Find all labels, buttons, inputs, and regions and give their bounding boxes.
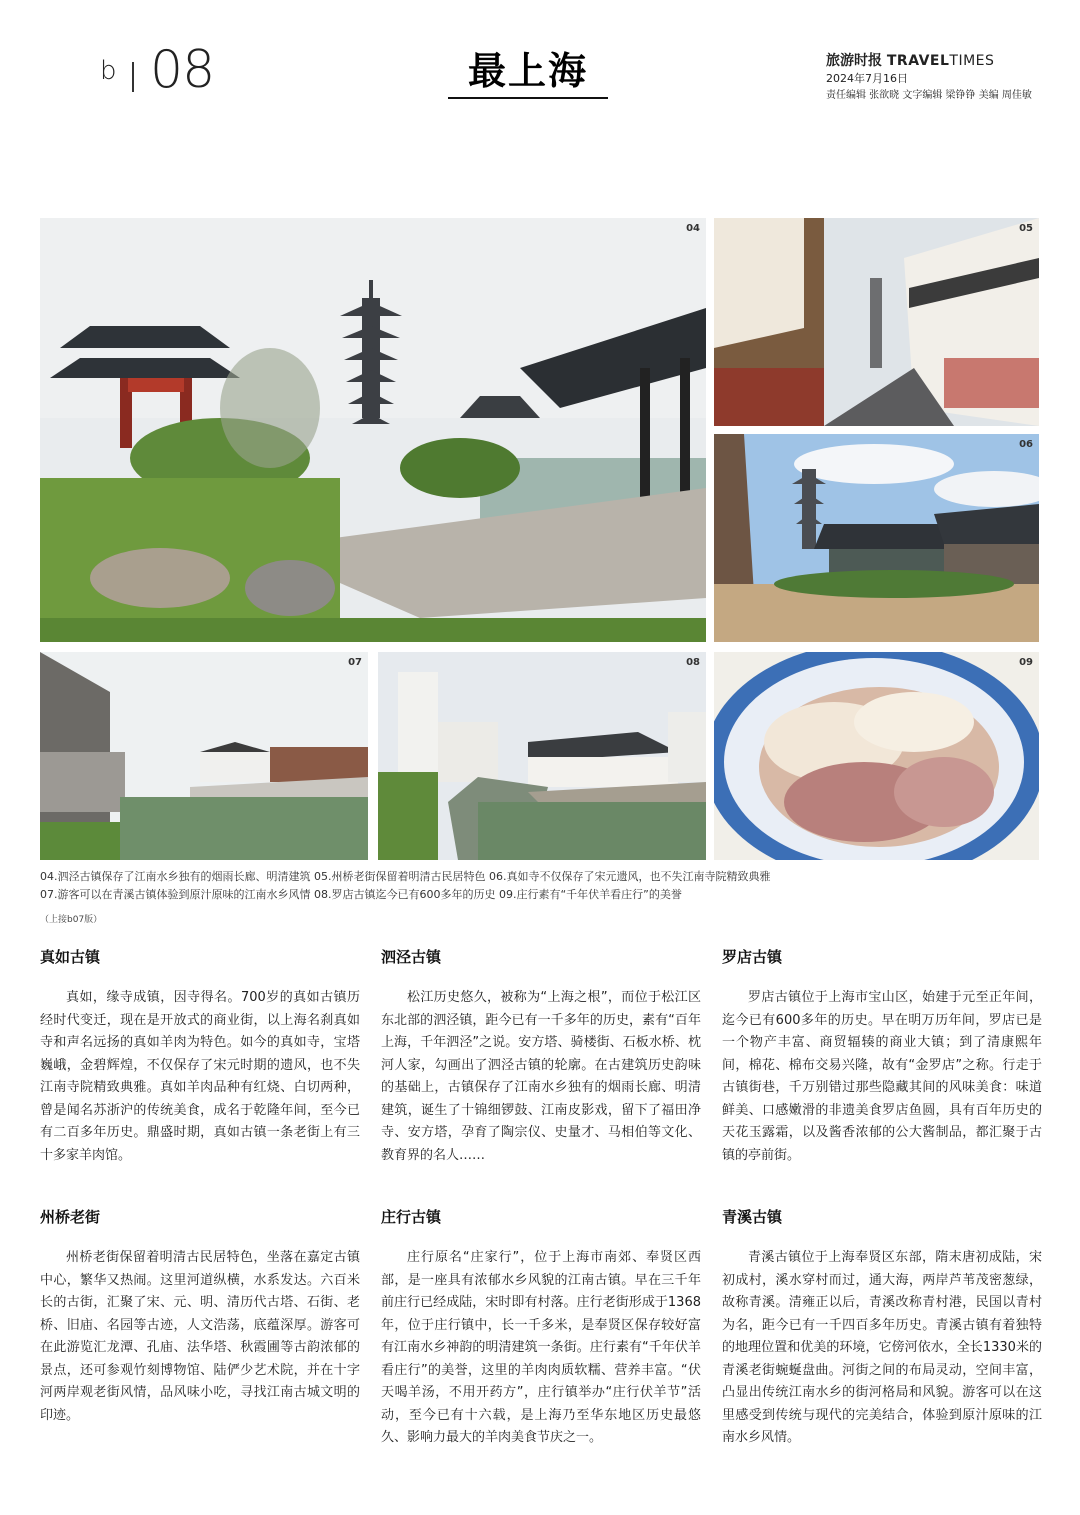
brand-chinese: 旅游时报	[826, 53, 882, 69]
photo-09-zhuanghang-lamb	[714, 652, 1039, 860]
article-body: 州桥老街保留着明清古民居特色，坐落在嘉定古镇中心，繁华又热闹。这里河道纵横，水系发达。六百米长的古街，汇聚了宋、元、明、清历代古塔、石街、老桥、旧庙、名园等古迹，人文浩荡，底蕴深厚。游客可在此游览汇龙潭、孔庙、法华塔、秋霞圃等古韵浓郁的景点，还可参观竹刻博物馆、陆俨少艺术院，并在十字河两岸观老街风情，品风味小吃，寻找江南古城文明的印迹。	[40, 1250, 360, 1423]
photo-04-sijing-garden	[40, 218, 706, 642]
photo-number: 06	[1019, 439, 1033, 450]
article-body: 青溪古镇位于上海奉贤区东部，隋末唐初成陆，宋初成村，溪水穿村而过，通大海，两岸芦苇茂密葱绿，故称青溪。清雍正以后，青溪改称青村港，民国以青村为名，距今已有一千四百多年历史。青溪古镇有着独特的地理位置和优美的环境，它傍河依水，全长1330米的青溪老街蜿蜒盘曲。河街之间的布局灵动，空间丰富，凸显出传统江南水乡的街河格局和风貌。游客可以在这里感受到传统与现代的完美结合，体验到原汁原味的江南水乡风情。	[722, 1250, 1042, 1445]
publication-date: 2024年7月16日	[826, 72, 908, 85]
photo-05-zhouqiao-street	[714, 218, 1039, 426]
article-title: 泗泾古镇	[381, 948, 442, 966]
masthead-underline	[448, 97, 608, 99]
article-title: 青溪古镇	[722, 1208, 783, 1226]
photo-06-zhenru-temple	[714, 434, 1039, 642]
article-zhouqiao	[40, 1206, 360, 1427]
section-letter: b	[100, 56, 117, 86]
article-body: 庄行原名“庄家行”，位于上海市南郊、奉贤区西部，是一座具有浓郁水乡风貌的江南古镇。早在三千年前庄行已经成陆，宋时即有村落。庄行老街形成于1368年，位于庄行镇中，长一千多米，是奉贤区保存较好富有江南水乡神韵的明清建筑一条街。庄行素有“千年伏羊看庄行”的美誉，这里的羊肉肉质软糯、营养丰富。“伏天喝羊汤，不用开药方”，庄行镇举办“庄行伏羊节”活动，至今已有十六载，是上海乃至华东地区历史最悠久、影响力最大的羊肉美食节庆之一。	[381, 1250, 701, 1445]
photo-number: 08	[686, 657, 700, 668]
article-title: 真如古镇	[40, 948, 101, 966]
photo-number: 07	[348, 657, 362, 668]
editor-credits: 责任编辑 张欲晓 文字编辑 梁铮铮 美编 周佳敏	[826, 90, 1032, 101]
continued-from-note: （上接b07版）	[40, 915, 103, 925]
article-zhenru	[40, 946, 360, 1167]
article-luodian	[722, 946, 1042, 1167]
article-body: 真如，缘寺成镇，因寺得名。700岁的真如古镇历经时代变迁，现在是开放式的商业街，以上海名刹真如寺和声名远扬的真如羊肉为特色。如今的真如寺，宝塔巍峨，金碧辉煌，不仅保存了宋元时期的遗风，也不失江南寺院精致典雅。真如羊肉品种有红烧、白切两种，曾是闻名苏浙沪的传统美食，成名于乾隆年间，至今已有二百多年历史。鼎盛时期，真如古镇一条老街上有三十多家羊肉馆。	[40, 990, 360, 1163]
article-qingxi	[722, 1206, 1042, 1450]
article-zhuanghang	[381, 1206, 701, 1450]
photo-caption-line-1: 04.泗泾古镇保存了江南水乡独有的烟雨长廊、明清建筑 05.州桥老街保留着明清古民居特色 06.真如寺不仅保存了宋元遗风，也不失江南寺院精致典雅	[40, 870, 771, 883]
article-title: 庄行古镇	[381, 1208, 442, 1226]
article-body: 罗店古镇位于上海市宝山区，始建于元至正年间，迄今已有600多年的历史。早在明万历年间，罗店已是一个物产丰富、商贸辐辏的商业大镇；到了清康熙年间，棉花、棉布交易兴隆，故有“金罗店”之称。行走于古镇街巷，千万别错过那些隐藏其间的风味美食：味道鲜美、口感嫩滑的非遗美食罗店鱼圆，具有百年历史的天花玉露霜，以及酱香浓郁的公大酱制品，都汇聚于古镇的亭前街。	[722, 990, 1042, 1163]
masthead-title: 最上海	[467, 49, 588, 93]
article-title: 罗店古镇	[722, 948, 783, 966]
photo-08-luodian-canal	[378, 652, 706, 860]
brand-english-bold: TRAVEL	[886, 53, 950, 69]
article-title: 州桥老街	[40, 1208, 101, 1226]
article-body: 松江历史悠久，被称为“上海之根”，而位于松江区东北部的泗泾镇，距今已有一千多年的历史，素有“百年上海，千年泗泾”之说。安方塔、骑楼街、石板水桥、枕河人家，勾画出了泗泾古镇的轮廓。在古建筑历史韵味的基础上，古镇保存了江南水乡独有的烟雨长廊、明清建筑，诞生了十锦细锣鼓、江南皮影戏，留下了福田净寺、安方塔，孕育了陶宗仪、史量才、马相伯等文化、教育界的名人……	[381, 990, 701, 1163]
photo-number: 09	[1019, 657, 1033, 668]
photo-07-qingxi-canal	[40, 652, 368, 860]
section-divider	[132, 62, 134, 92]
newspaper-brand	[826, 50, 994, 70]
page-number: 08	[150, 40, 215, 100]
brand-english-light: TIMES	[949, 53, 995, 69]
article-sijing	[381, 946, 701, 1167]
photo-number: 04	[686, 223, 700, 234]
photo-caption-line-2: 07.游客可以在青溪古镇体验到原汁原味的江南水乡风情 08.罗店古镇迄今已有600多年的历史 09.庄行素有“千年伏羊看庄行”的美誉	[40, 888, 682, 901]
photo-number: 05	[1019, 223, 1033, 234]
